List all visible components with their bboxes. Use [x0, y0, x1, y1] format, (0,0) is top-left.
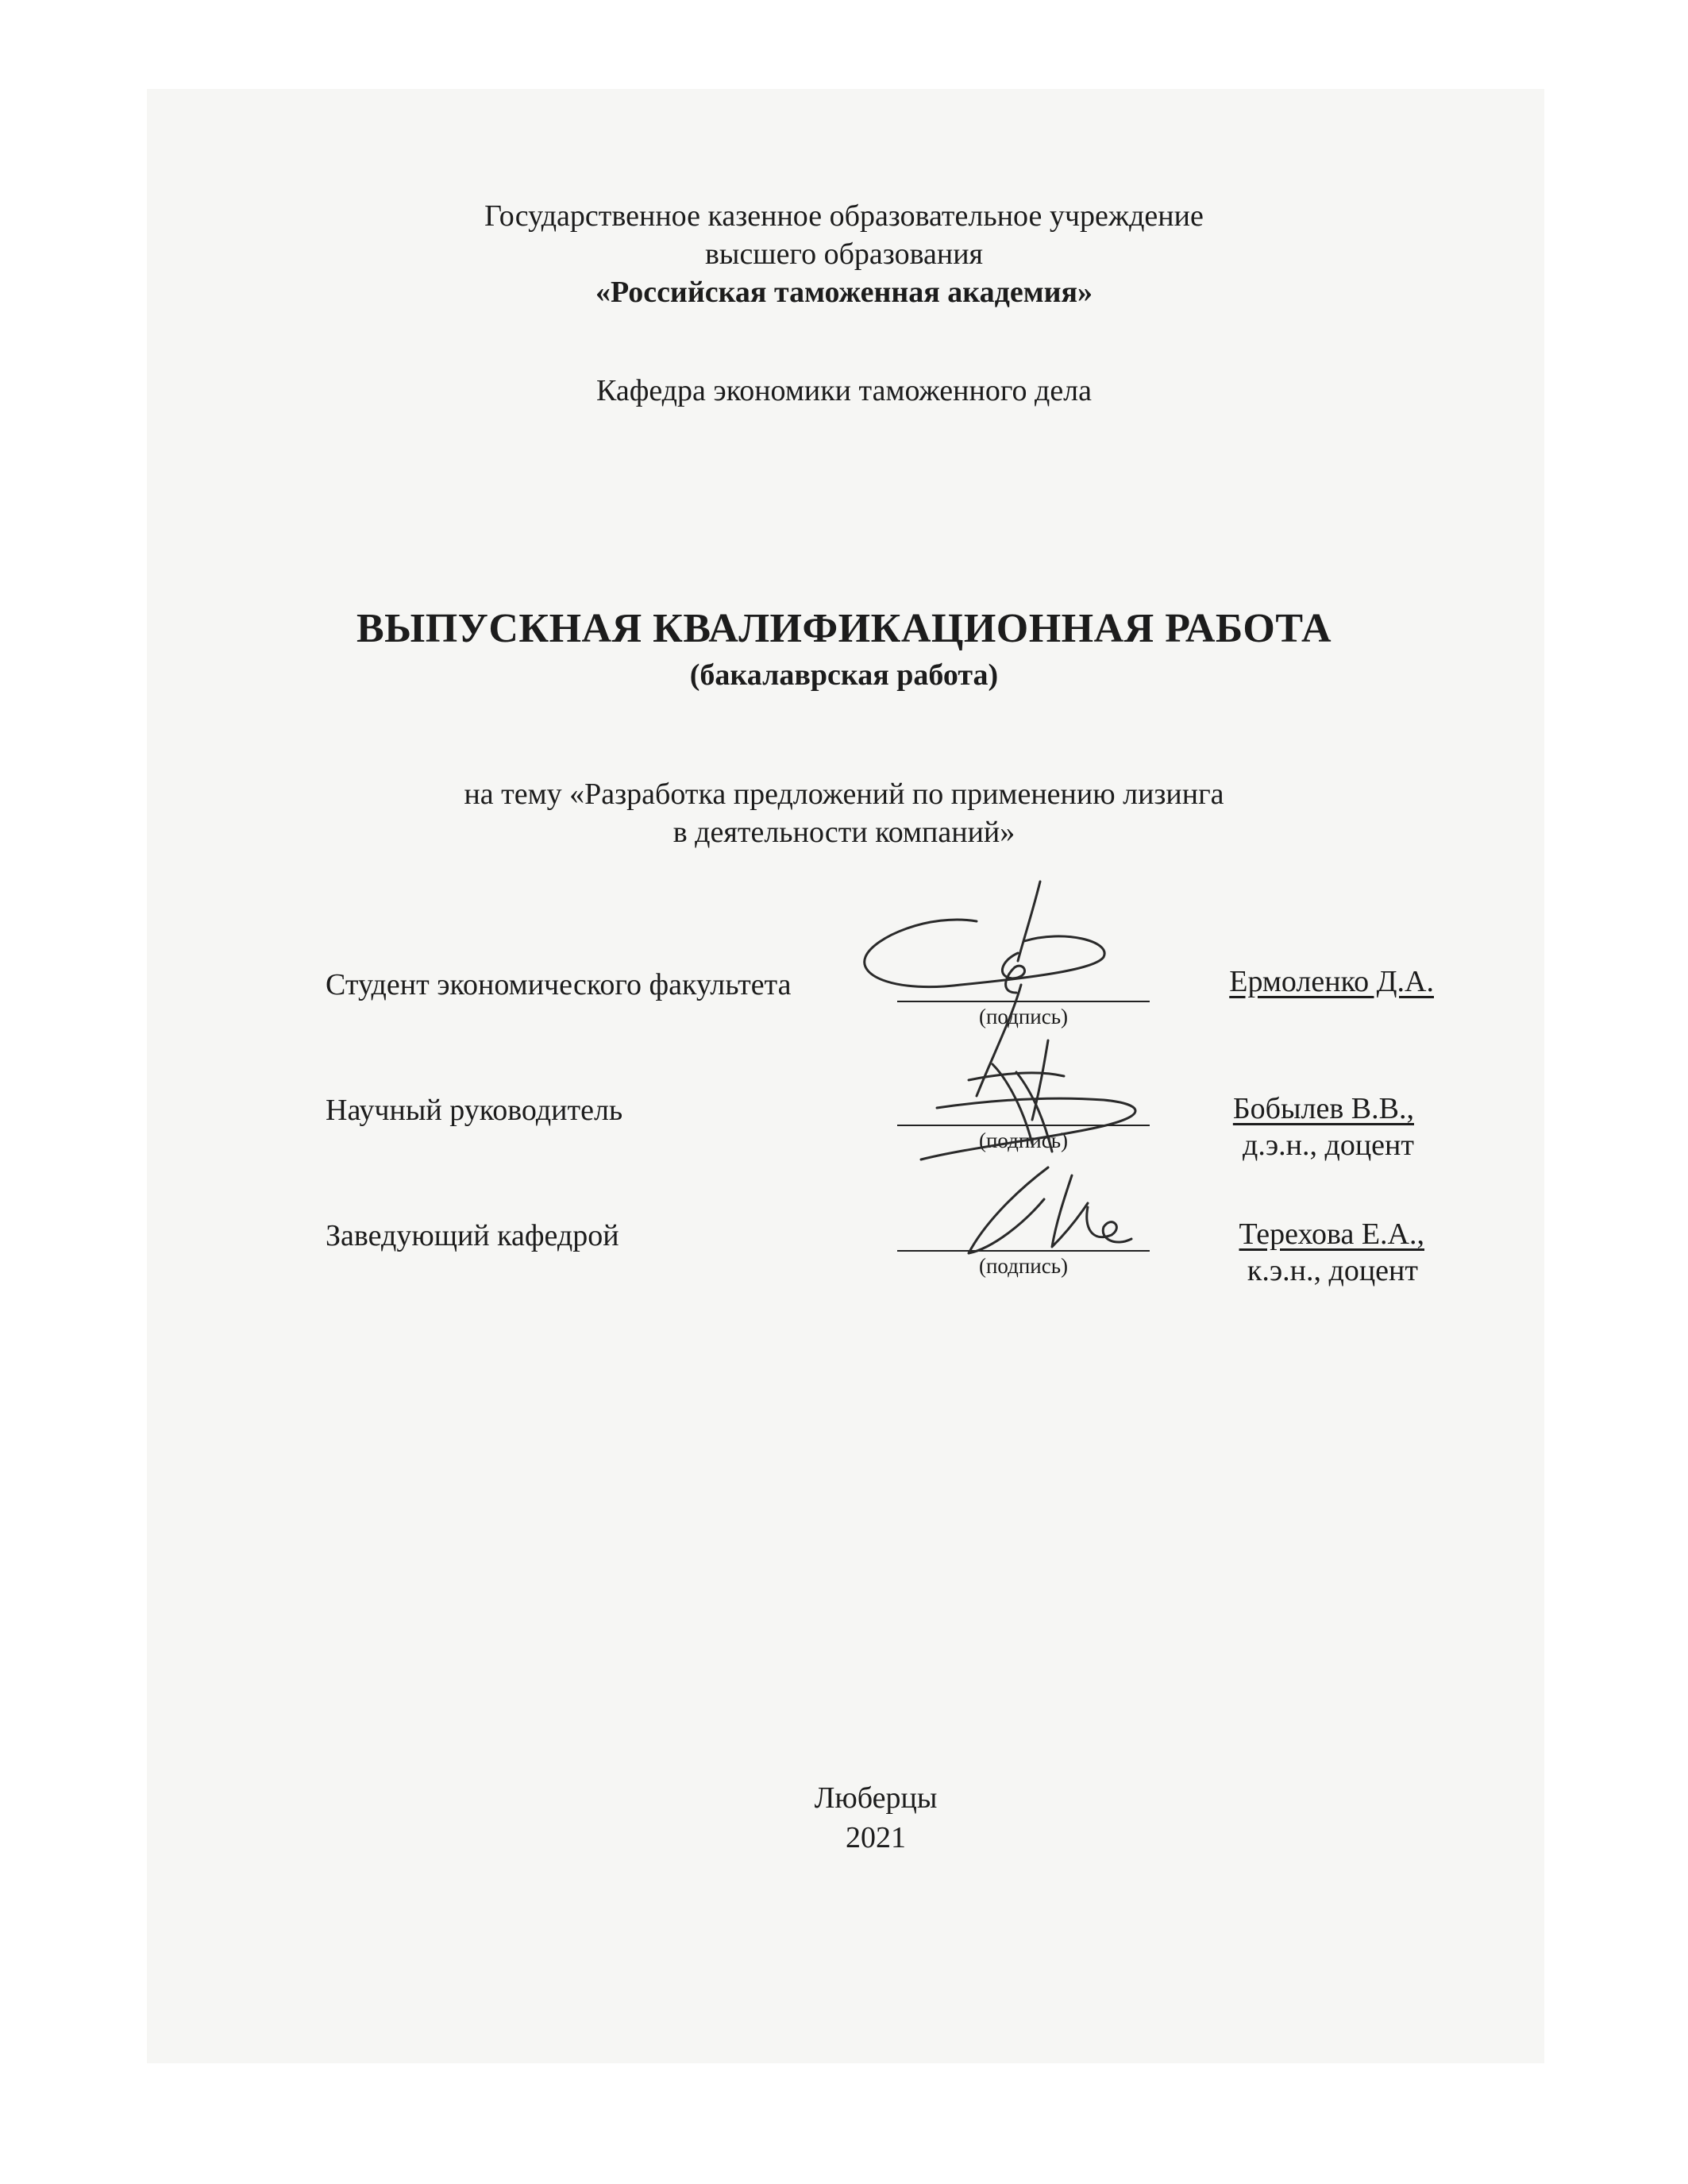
student-role: Студент экономического факультета — [326, 968, 792, 1001]
topic-line-2: в деятельности компаний» — [673, 816, 1015, 849]
institution-line-2: высшего образования — [704, 237, 984, 271]
work-subtitle: (бакалаврская работа) — [689, 658, 999, 692]
head-signature-caption: (подпись) — [978, 1254, 1069, 1278]
head-role: Заведующий кафедрой — [326, 1219, 619, 1252]
department-name: Кафедра экономики таможенного дела — [595, 374, 1093, 407]
student-name: Ермоленко Д.А. — [1229, 965, 1434, 998]
institution-line-1: Государственное казенное образовательное учреждение — [484, 199, 1204, 233]
head-signature-line — [897, 1250, 1150, 1252]
student-signature-line — [897, 1001, 1150, 1002]
supervisor-degree: д.э.н., доцент — [1243, 1129, 1414, 1162]
supervisor-signature-caption: (подпись) — [978, 1129, 1069, 1152]
head-name: Терехова Е.А., — [1239, 1217, 1424, 1251]
supervisor-signature-line — [897, 1125, 1150, 1126]
supervisor-role: Научный руководитель — [326, 1094, 623, 1127]
topic-line-1: на тему «Разработка предложений по применению лизинга — [464, 778, 1224, 811]
head-degree: к.э.н., доцент — [1247, 1254, 1418, 1287]
institution-name: «Российская таможенная академия» — [595, 276, 1093, 309]
student-signature-caption: (подпись) — [978, 1005, 1069, 1028]
supervisor-name: Бобылев В.В., — [1232, 1092, 1414, 1125]
footer-year: 2021 — [846, 1821, 906, 1854]
footer-city: Люберцы — [814, 1781, 938, 1815]
work-title: ВЫПУСКНАЯ КВАЛИФИКАЦИОННАЯ РАБОТА — [356, 606, 1332, 651]
